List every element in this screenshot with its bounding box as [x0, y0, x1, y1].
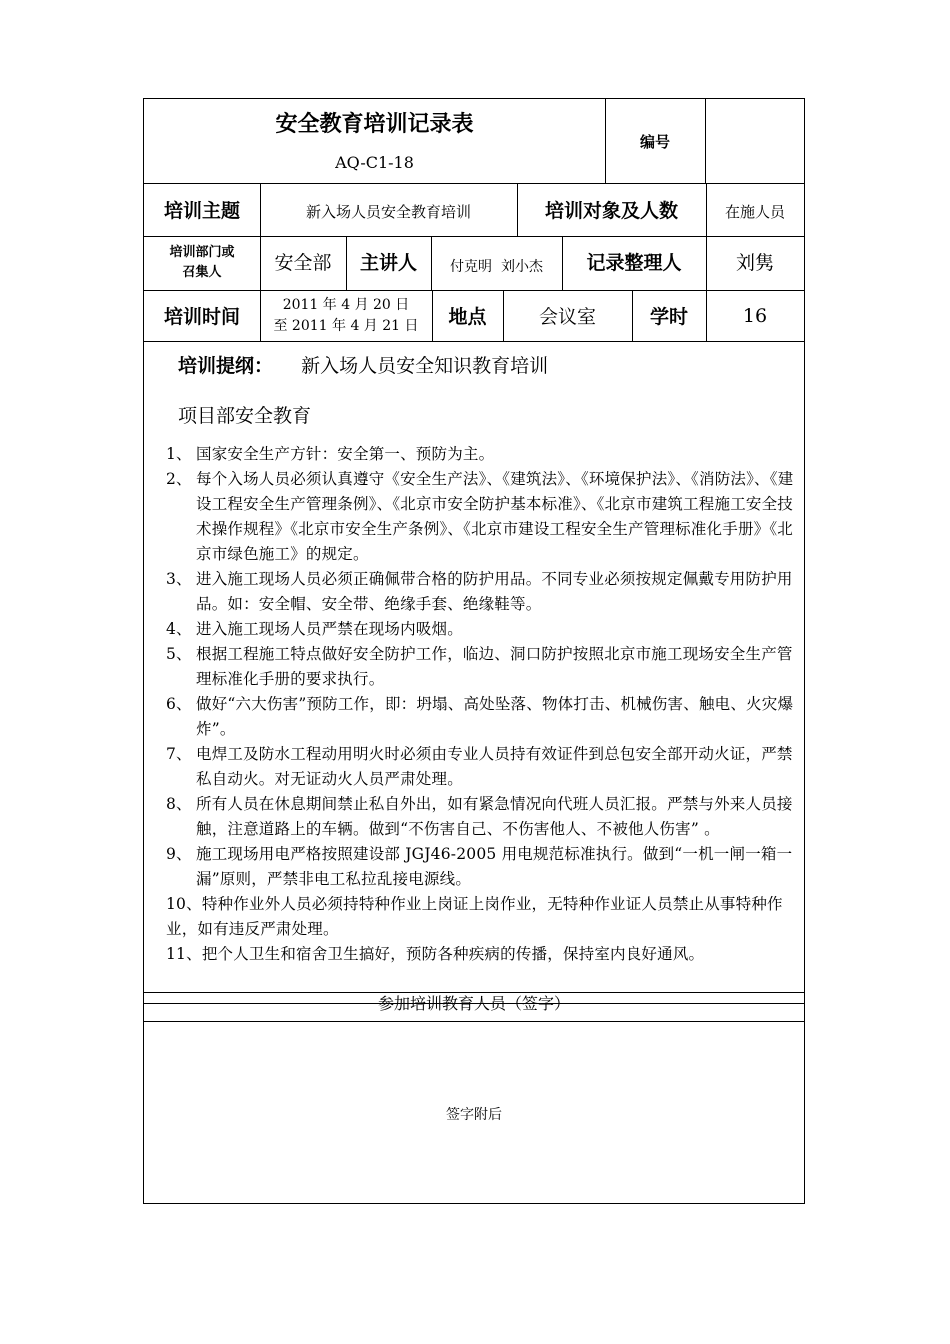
hours-value: 16	[742, 304, 768, 327]
item-number: 9、	[166, 845, 192, 863]
speaker-value: 付克明 刘小杰	[450, 259, 543, 275]
time-label: 培训时间	[163, 306, 240, 328]
item-number: 5、	[166, 645, 192, 663]
target-label: 培训对象及人数	[544, 200, 678, 222]
time-line2: 至 2011 年 4 月 21 日	[273, 317, 419, 334]
number-value[interactable]	[705, 99, 804, 183]
list-item	[166, 942, 804, 967]
place-value: 会议室	[538, 306, 596, 328]
dept-value: 安全部	[274, 252, 332, 274]
list-item	[166, 642, 804, 692]
list-item	[166, 567, 804, 617]
list-item	[166, 792, 804, 842]
item-text: 国家安全生产方针：安全第一、预防为主。	[196, 445, 495, 463]
item-text: 进入施工现场人员严禁在现场内吸烟。	[196, 620, 463, 638]
target-value: 在施人员	[724, 203, 785, 221]
topic-value: 新入场人员安全教育培训	[305, 203, 471, 221]
list-item	[166, 617, 804, 642]
speaker-label: 主讲人	[359, 252, 417, 274]
time-value	[260, 290, 432, 341]
list-item	[166, 892, 804, 942]
signature-header: 参加培训教育人员（签字）	[377, 994, 570, 1013]
item-text: 进入施工现场人员必须正确佩带合格的防护用品。不同专业必须按规定佩戴专用防护用品。如：安全帽、安全带、绝缘手套、绝缘鞋等。	[196, 570, 793, 613]
item-number: 11、	[166, 945, 202, 963]
form-title: 安全教育培训记录表	[275, 111, 474, 137]
dept-label-line1: 培训部门或	[169, 245, 235, 260]
number-label: 编号	[639, 132, 670, 151]
form-code: AQ-C1-18	[335, 152, 414, 172]
item-text: 施工现场用电严格按照建设部 JGJ46-2005 用电规范标准执行。做到“一机一闸一箱一漏”原则，严禁非电工私拉乱接电源线。	[196, 845, 793, 888]
item-text: 每个入场人员必须认真遵守《安全生产法》、《建筑法》、《环境保护法》、《消防法》、《建设工程安全生产管理条例》、《北京市安全防护基本标准》、《北京市建筑工程施工安全技术操作规程》《北京市安全生产条例》、《北京市建设工程安全生产管理标准化手册》《北京市绿色施工》的规定。	[196, 470, 794, 563]
dept-label-line2: 召集人	[182, 265, 222, 280]
outline-heading	[178, 351, 548, 378]
section-title: 项目部安全教育	[178, 405, 312, 427]
item-number: 6、	[166, 695, 192, 713]
item-text: 把个人卫生和宿舍卫生搞好，预防各种疾病的传播，保持室内良好通风。	[201, 945, 705, 963]
recorder-value: 刘隽	[735, 252, 774, 274]
item-text: 根据工程施工特点做好安全防护工作，临边、洞口防护按照北京市施工现场安全生产管理标准化手册的要求执行。	[196, 645, 793, 688]
list-item	[166, 467, 804, 567]
list-item	[166, 742, 804, 792]
outline-value: 新入场人员安全知识教育培训	[301, 355, 549, 377]
training-record-form	[143, 98, 805, 1013]
item-text: 电焊工及防水工程动用明火时必须由专业人员持有效证件到总包安全部开动火证，严禁私自动火。对无证动火人员严肃处理。	[196, 745, 793, 788]
time-line1: 2011 年 4 月 20 日	[282, 296, 410, 313]
item-number: 8、	[166, 795, 192, 813]
list-item	[166, 842, 804, 892]
item-text: 做好“六大伤害”预防工作，即：坍塌、高处坠落、物体打击、机械伤害、触电、火灾爆炸”。	[196, 695, 794, 738]
item-number: 7、	[166, 745, 192, 763]
list-item	[166, 442, 804, 467]
signature-box[interactable]	[143, 1004, 805, 1204]
dept-label	[144, 236, 260, 290]
hours-label: 学时	[649, 306, 688, 328]
place-label: 地点	[448, 306, 487, 328]
recorder-label: 记录整理人	[586, 252, 682, 274]
signature-note: 签字附后	[446, 1106, 502, 1123]
item-number: 10、	[166, 895, 202, 913]
item-number: 3、	[166, 570, 192, 588]
item-number: 2、	[166, 470, 192, 488]
list-item	[166, 692, 804, 742]
item-text: 所有人员在休息期间禁止私自外出，如有紧急情况向代班人员汇报。严禁与外来人员接触，注意道路上的车辆。做到“不伤害自己、不伤害他人、不被他人伤害” 。	[196, 795, 793, 838]
row-divider	[144, 341, 804, 342]
item-number: 1、	[166, 445, 192, 463]
outline-label: 培训提纲：	[178, 355, 274, 377]
item-number: 4、	[166, 620, 192, 638]
outline-items	[166, 442, 804, 967]
topic-label: 培训主题	[163, 200, 240, 222]
item-text: 特种作业外人员必须持特种作业上岗证上岗作业，无特种作业证人员禁止从事特种作业，如有违反严肃处理。	[166, 895, 783, 938]
